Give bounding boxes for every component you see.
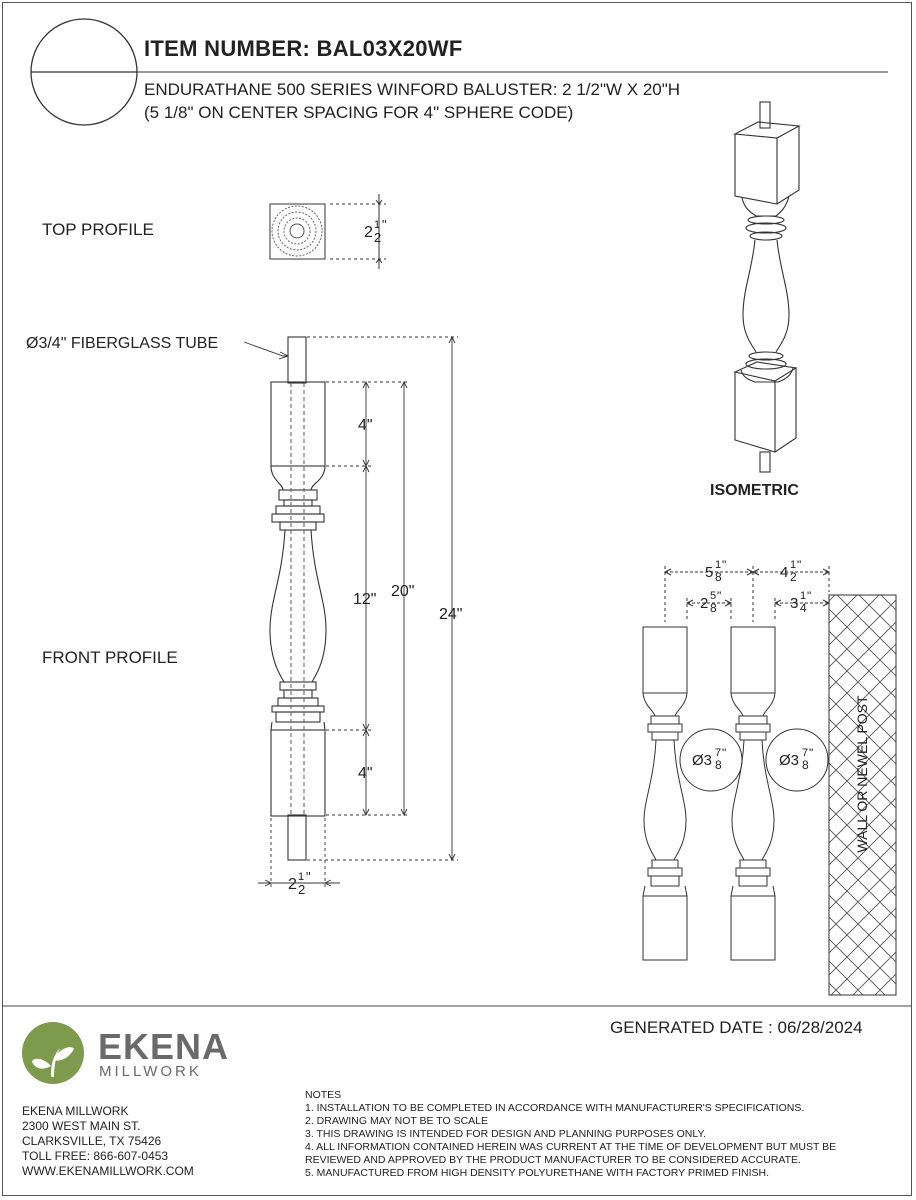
address-line: EKENA MILLWORK: [22, 1104, 129, 1118]
note-item: 3. THIS DRAWING IS INTENDED FOR DESIGN AND PLANNING PURPOSES ONLY.: [305, 1128, 707, 1140]
top-profile-label: TOP PROFILE: [42, 220, 154, 239]
address-line: CLARKSVILLE, TX 75426: [22, 1134, 162, 1148]
note-item: 1. INSTALLATION TO BE COMPLETED IN ACCORDANCE WITH MANUFACTURER'S SPECIFICATIONS.: [305, 1102, 805, 1114]
block-bottom-dimension: 4": [358, 765, 373, 782]
note-item: 5. MANUFACTURED FROM HIGH DENSITY POLYURETHANE WITH FACTORY PRIMED FINISH.: [305, 1167, 769, 1179]
notes-title: NOTES: [305, 1089, 342, 1101]
overall-height-dimension: 20": [391, 583, 415, 600]
isometric-drawing: [735, 102, 799, 472]
front-profile-label: FRONT PROFILE: [42, 648, 178, 667]
brand-subtitle: MILLWORK: [99, 1063, 202, 1080]
description-line-2: (5 1/8" ON CENTER SPACING FOR 4" SPHERE CODE): [144, 103, 574, 122]
notes-block: [305, 1089, 836, 1180]
address-line: 2300 WEST MAIN ST.: [22, 1119, 141, 1133]
note-item: 4. ALL INFORMATION CONTAINED HEREIN WAS CURRENT AT THE TIME OF DEVELOPMENT BUT MUST BE: [305, 1141, 837, 1153]
front-dimension-lines: [244, 337, 458, 890]
note-item: 2. DRAWING MAY NOT BE TO SCALE: [305, 1115, 489, 1127]
total-height-dimension: 24": [439, 606, 463, 623]
ekena-logo-mark: [22, 1022, 84, 1084]
brand-name: EKENA: [98, 1026, 230, 1067]
website-link[interactable]: WWW.EKENAMILLWORK.COM: [22, 1164, 194, 1178]
note-item: REVIEWED AND APPROVED BY THE PRODUCT MANUFACTURER TO BE CONSIDERED ACCURATE.: [305, 1154, 801, 1166]
fiberglass-tube-callout: Ø3/4" FIBERGLASS TUBE: [26, 335, 219, 352]
wall-or-newel-post-label: WALL OR NEWEL POST: [854, 695, 870, 853]
block-top-dimension: 4": [358, 417, 373, 434]
isometric-label: ISOMETRIC: [710, 482, 799, 499]
description-line-1: ENDURATHANE 500 SERIES WINFORD BALUSTER: 2 1/2"W X 20"H: [144, 80, 681, 99]
turned-section-dimension: 12": [353, 591, 377, 608]
front-profile-drawing: [270, 337, 326, 860]
item-number-title: ITEM NUMBER: BAL03X20WF: [144, 36, 463, 61]
address-line: TOLL FREE: 866-607-0453: [22, 1149, 169, 1163]
generated-date: GENERATED DATE : 06/28/2024: [610, 1018, 863, 1037]
